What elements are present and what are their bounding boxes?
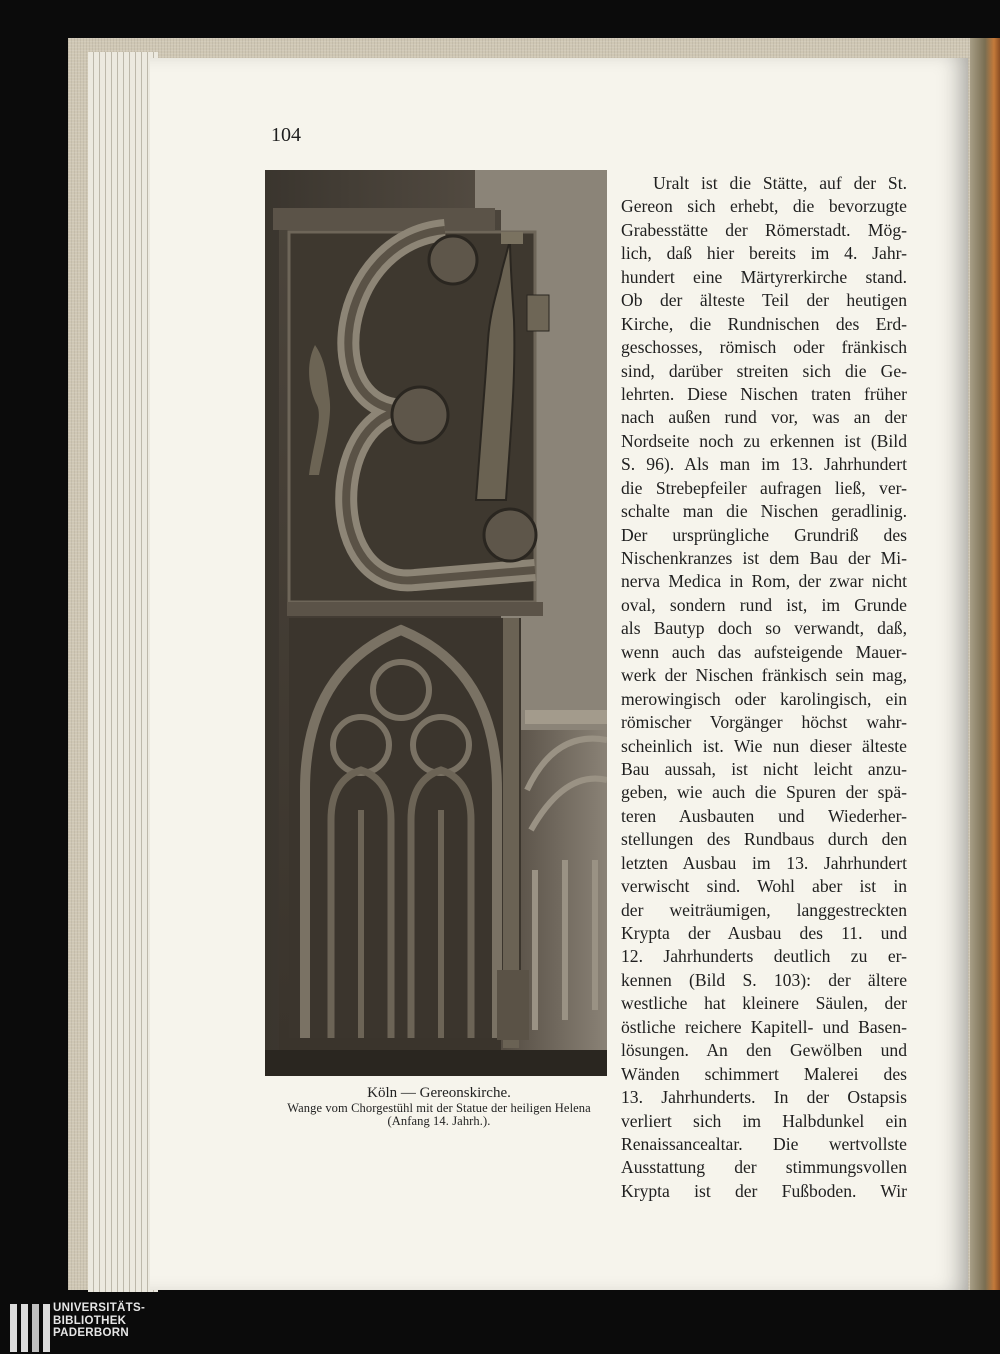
- text-line: Nischenkranzes ist dem Bau der Mi-: [621, 548, 907, 568]
- text-line: S. 96). Als man im 13. Jahrhundert: [621, 454, 907, 475]
- text-line: lehrten. Diese Nischen traten früher: [621, 383, 907, 404]
- caption-description: Wange vom Chorgestühl mit der Statue der heiligen Helena: [287, 1100, 591, 1115]
- figure-caption: [240, 1085, 638, 1129]
- text-line: hundert eine Märtyrerkirche stand.: [621, 266, 907, 287]
- text-line: Nordseite noch zu erkennen ist (Bild: [621, 430, 907, 451]
- text-line: Bau aussah, ist nicht leicht anzu-: [621, 758, 907, 779]
- text-line: verwischt sind. Wohl aber ist in: [621, 876, 907, 897]
- text-line: östliche reichere Kapitell- und Basen-: [621, 1016, 907, 1037]
- text-line: werk der Nischen fränkisch sein mag,: [621, 665, 907, 686]
- library-logo-icon: [10, 1304, 52, 1352]
- text-line: Ausstattung der stimmungsvollen: [621, 1157, 907, 1178]
- logo-line-1: UNIVERSITÄTS-: [53, 1302, 146, 1314]
- text-line: scheinlich ist. Wie nun dieser älteste: [621, 735, 907, 756]
- logo-line-3: PADERBORN: [53, 1327, 129, 1339]
- text-line: Wänden schimmert Malerei des: [621, 1063, 907, 1084]
- caption-date: (Anfang 14. Jahrh.).: [387, 1114, 491, 1129]
- text-line: Krypta der Ausbau des 11. und: [621, 923, 907, 943]
- text-line: geschosses, römisch oder fränkisch: [621, 337, 907, 358]
- text-line: lich, daß hier bereits im 4. Jahr-: [621, 243, 907, 264]
- text-line: römischer Vorgänger höchst wahr-: [621, 712, 907, 733]
- text-line: verliert sich im Halbdunkel ein: [621, 1110, 907, 1131]
- text-line: letzten Ausbau im 13. Jahrhundert: [621, 852, 907, 873]
- text-line: als Bautyp doch so verwandt, daß,: [621, 618, 907, 639]
- text-line: Grabesstätte der Römerstadt. Mög-: [621, 219, 907, 240]
- text-line: 13. Jahrhunderts. In der Ostapsis: [621, 1087, 907, 1108]
- text-line: Gereon sich erhebt, die bevorzugte: [621, 196, 907, 217]
- text-line: geben, wie auch die Spuren der spä-: [621, 782, 907, 803]
- text-line: stellungen des Rundbaus durch den: [621, 829, 907, 850]
- library-logo: [0, 1300, 200, 1354]
- text-line: Krypta ist der Fußboden. Wir: [621, 1180, 907, 1201]
- logo-line-2: BIBLIOTHEK: [53, 1314, 127, 1327]
- text-line: Der ursprüngliche Grundriß des: [621, 524, 907, 545]
- page-edges: [88, 52, 158, 1292]
- book-spine-edge: [970, 38, 1000, 1290]
- text-line: schalte man die Nischen geradlinig.: [621, 501, 907, 522]
- text-line: Kirche, die Rundnischen des Erd-: [621, 313, 907, 334]
- text-line: der weiträumigen, langgestreckten: [621, 899, 907, 920]
- text-line: Uralt ist die Stätte, auf der St.: [653, 173, 907, 193]
- text-line: oval, sondern rund ist, im Grunde: [621, 594, 907, 615]
- text-line: kennen (Bild S. 103): der ältere: [621, 969, 907, 990]
- text-line: merowingisch oder karolingisch, ein: [621, 688, 907, 709]
- text-line: lösungen. An den Gewölben und: [621, 1040, 907, 1061]
- text-line: wenn auch das aufsteigende Mauer-: [621, 641, 907, 662]
- text-line: teren Ausbauten und Wiederher-: [621, 805, 907, 826]
- figure-photo-choir-stall: [265, 170, 607, 1076]
- text-line: sind, darüber streiten sich die Ge-: [621, 360, 907, 381]
- page-number: 104: [271, 124, 301, 146]
- text-line: Ob der älteste Teil der heutigen: [621, 290, 907, 311]
- text-line: 12. Jahrhunderts deutlich zu er-: [621, 946, 907, 967]
- text-line: nerva Medica in Rom, der zwar nicht: [621, 571, 907, 592]
- caption-title: Köln — Gereonskirche.: [367, 1085, 511, 1101]
- text-line: westliche hat kleinere Säulen, der: [621, 993, 907, 1014]
- text-line: nach außen rund vor, was an der: [621, 407, 907, 428]
- body-text: [621, 172, 907, 1203]
- text-line: die Strebepfeiler aufragen ließ, ver-: [621, 477, 907, 498]
- text-line: Renaissancealtar. Die wertvollste: [621, 1133, 907, 1154]
